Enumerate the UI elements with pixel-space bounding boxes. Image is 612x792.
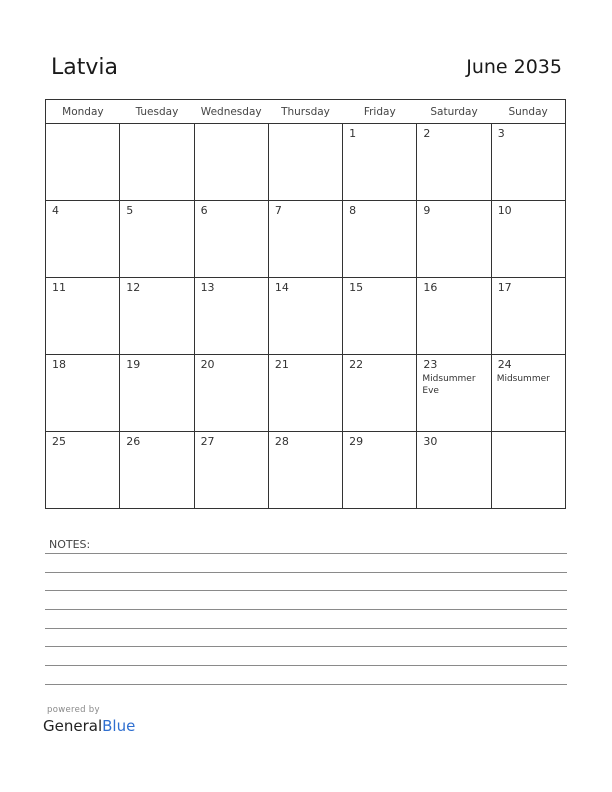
day-number: 5 bbox=[126, 204, 134, 217]
holiday-label: Midsummer bbox=[496, 374, 550, 384]
weekday-header: Thursday bbox=[268, 100, 342, 124]
day-cell bbox=[491, 355, 565, 432]
day-number: 2 bbox=[423, 127, 431, 140]
day-number: 29 bbox=[349, 435, 364, 448]
brand-general: General bbox=[43, 717, 103, 735]
weekday-header-row bbox=[46, 100, 566, 124]
day-number: 1 bbox=[349, 127, 357, 140]
calendar-grid bbox=[45, 99, 566, 509]
brand-blue: Blue bbox=[102, 717, 136, 735]
day-cell bbox=[268, 124, 342, 201]
day-number: 30 bbox=[423, 435, 438, 448]
day-cell bbox=[491, 124, 565, 201]
day-cell bbox=[120, 201, 194, 278]
day-number: 15 bbox=[349, 281, 364, 294]
month-year-title: June 2035 bbox=[466, 56, 562, 78]
day-number: 8 bbox=[349, 204, 357, 217]
day-number: 10 bbox=[497, 204, 512, 217]
week-row bbox=[46, 278, 566, 355]
day-cell bbox=[268, 432, 342, 509]
weekday-header: Saturday bbox=[417, 100, 491, 124]
day-cell bbox=[46, 124, 120, 201]
notes-line bbox=[45, 572, 567, 573]
day-number: 28 bbox=[274, 435, 289, 448]
day-cell bbox=[120, 432, 194, 509]
day-cell bbox=[491, 432, 565, 509]
day-number: 13 bbox=[200, 281, 215, 294]
day-number: 16 bbox=[423, 281, 438, 294]
day-number: 25 bbox=[52, 435, 66, 448]
day-cell bbox=[194, 201, 268, 278]
day-number: 19 bbox=[126, 358, 141, 371]
day-number: 9 bbox=[423, 204, 431, 217]
notes-line bbox=[45, 665, 567, 666]
holiday-label: Midsummer Eve bbox=[422, 374, 476, 396]
day-number: 21 bbox=[274, 358, 289, 371]
day-cell bbox=[417, 201, 491, 278]
generalblue-logo[interactable] bbox=[43, 717, 135, 735]
day-number: 6 bbox=[200, 204, 208, 217]
day-cell bbox=[120, 124, 194, 201]
weekday-header: Wednesday bbox=[194, 100, 268, 124]
day-number: 3 bbox=[497, 127, 505, 140]
country-title: Latvia bbox=[51, 55, 118, 80]
week-row bbox=[46, 124, 566, 201]
day-cell bbox=[268, 278, 342, 355]
day-number: 22 bbox=[349, 358, 364, 371]
week-row bbox=[46, 355, 566, 432]
week-row bbox=[46, 432, 566, 509]
day-cell bbox=[417, 355, 491, 432]
day-cell bbox=[343, 278, 417, 355]
day-cell bbox=[46, 355, 120, 432]
notes-label: NOTES: bbox=[49, 538, 91, 551]
notes-line bbox=[45, 628, 567, 629]
weekday-header: Monday bbox=[46, 100, 120, 124]
day-cell bbox=[120, 278, 194, 355]
day-number: 26 bbox=[126, 435, 141, 448]
day-cell bbox=[194, 278, 268, 355]
day-cell bbox=[491, 278, 565, 355]
day-cell bbox=[46, 278, 120, 355]
day-number: 14 bbox=[274, 281, 289, 294]
weekday-header: Friday bbox=[343, 100, 417, 124]
day-cell bbox=[343, 355, 417, 432]
day-cell bbox=[46, 432, 120, 509]
day-number: 12 bbox=[126, 281, 141, 294]
notes-line bbox=[45, 684, 567, 685]
day-cell bbox=[46, 201, 120, 278]
day-number: 11 bbox=[52, 281, 66, 294]
day-cell bbox=[194, 355, 268, 432]
day-cell bbox=[194, 124, 268, 201]
day-cell bbox=[343, 124, 417, 201]
day-number: 20 bbox=[200, 358, 215, 371]
day-cell bbox=[417, 278, 491, 355]
day-cell bbox=[268, 355, 342, 432]
day-number: 18 bbox=[52, 358, 66, 371]
day-cell bbox=[417, 124, 491, 201]
notes-line bbox=[45, 646, 567, 647]
day-cell bbox=[343, 432, 417, 509]
day-cell bbox=[120, 355, 194, 432]
day-cell bbox=[194, 432, 268, 509]
notes-line bbox=[45, 553, 567, 554]
day-cell bbox=[417, 432, 491, 509]
notes-line bbox=[45, 590, 567, 591]
day-number: 7 bbox=[274, 204, 282, 217]
day-number: 27 bbox=[200, 435, 215, 448]
weekday-header: Tuesday bbox=[120, 100, 194, 124]
notes-line bbox=[45, 609, 567, 610]
week-row bbox=[46, 201, 566, 278]
weekday-header: Sunday bbox=[491, 100, 565, 124]
day-cell bbox=[343, 201, 417, 278]
powered-by-text: powered by bbox=[47, 705, 100, 715]
day-cell bbox=[268, 201, 342, 278]
day-cell bbox=[491, 201, 565, 278]
day-number: 4 bbox=[52, 204, 59, 217]
day-number: 17 bbox=[497, 281, 512, 294]
day-number: 24 bbox=[497, 358, 512, 371]
day-number: 23 bbox=[423, 358, 438, 371]
